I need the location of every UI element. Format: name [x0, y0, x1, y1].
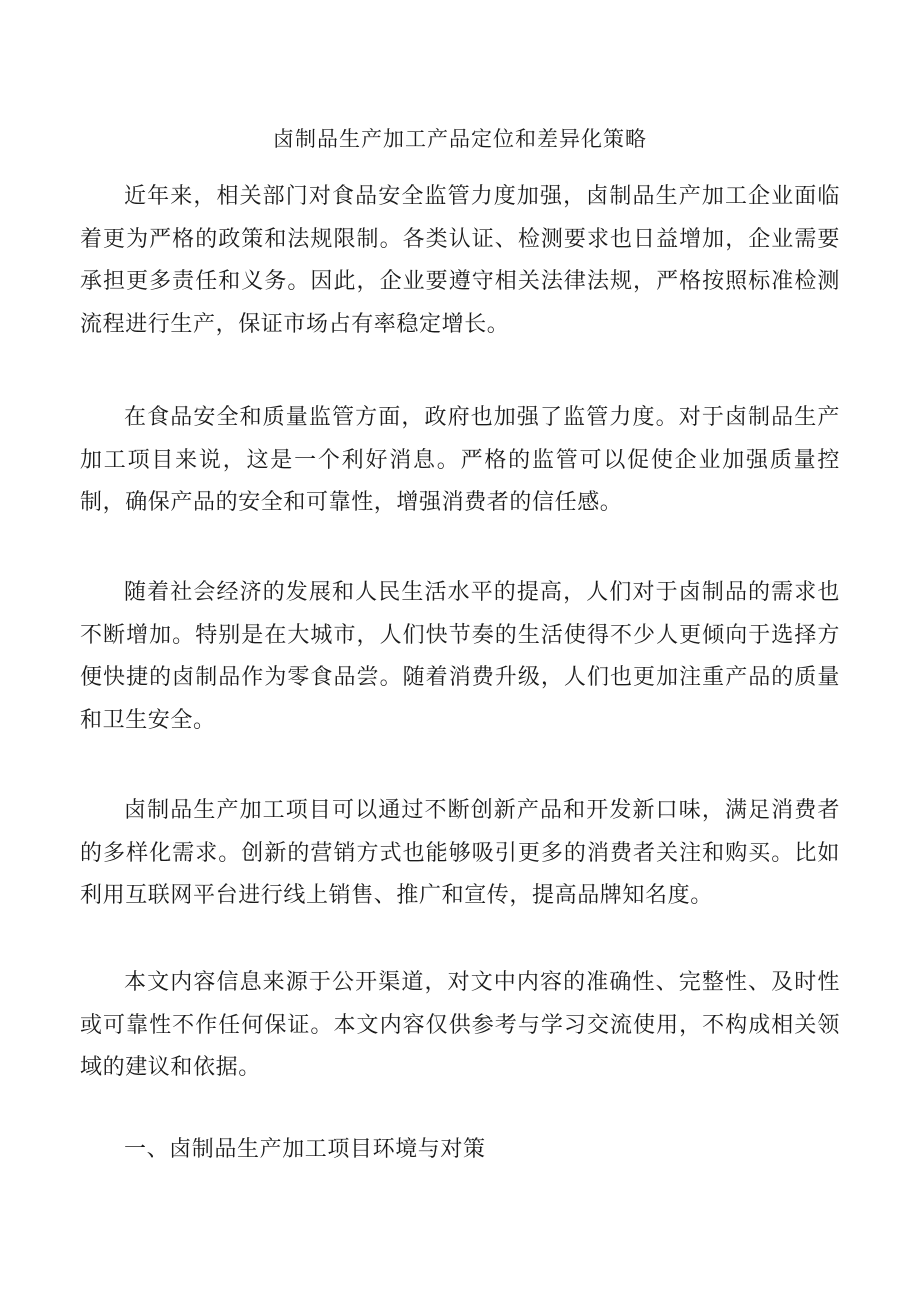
paragraph-supervision: 在食品安全和质量监管方面，政府也加强了监管力度。对于卤制品生产加工项目来说，这是一个利好消息。严格的监管可以促使企业加强质量控制，确保产品的安全和可靠性，增强消费者的信任感。 [80, 405, 840, 515]
document-title: 卤制品生产加工产品定位和差异化策略 [273, 127, 647, 151]
paragraph-disclaimer: 本文内容信息来源于公开渠道，对文中内容的准确性、完整性、及时性或可靠性不作任何保证。本文内容仅供参考与学习交流使用，不构成相关领域的建议和依据。 [80, 970, 840, 1080]
paragraph-innovation: 卤制品生产加工项目可以通过不断创新产品和开发新口味，满足消费者的多样化需求。创新的营销方式也能够吸引更多的消费者关注和购买。比如利用互联网平台进行线上销售、推广和宣传，提高品牌知名度。 [80, 798, 840, 908]
paragraph-demand: 随着社会经济的发展和人民生活水平的提高，人们对于卤制品的需求也不断增加。特别是在大城市，人们快节奏的生活使得不少人更倾向于选择方便快捷的卤制品作为零食品尝。随着消费升级，人们也更加注重产品的质量和卫生安全。 [80, 580, 840, 733]
paragraph-regulation: 近年来，相关部门对食品安全监管力度加强，卤制品生产加工企业面临着更为严格的政策和法规限制。各类认证、检测要求也日益增加，企业需要承担更多责任和义务。因此，企业要遵守相关法律法规，严格按照标准检测流程进行生产，保证市场占有率稳定增长。 [80, 184, 840, 337]
section-heading: 一、卤制品生产加工项目环境与对策 [124, 1137, 486, 1162]
